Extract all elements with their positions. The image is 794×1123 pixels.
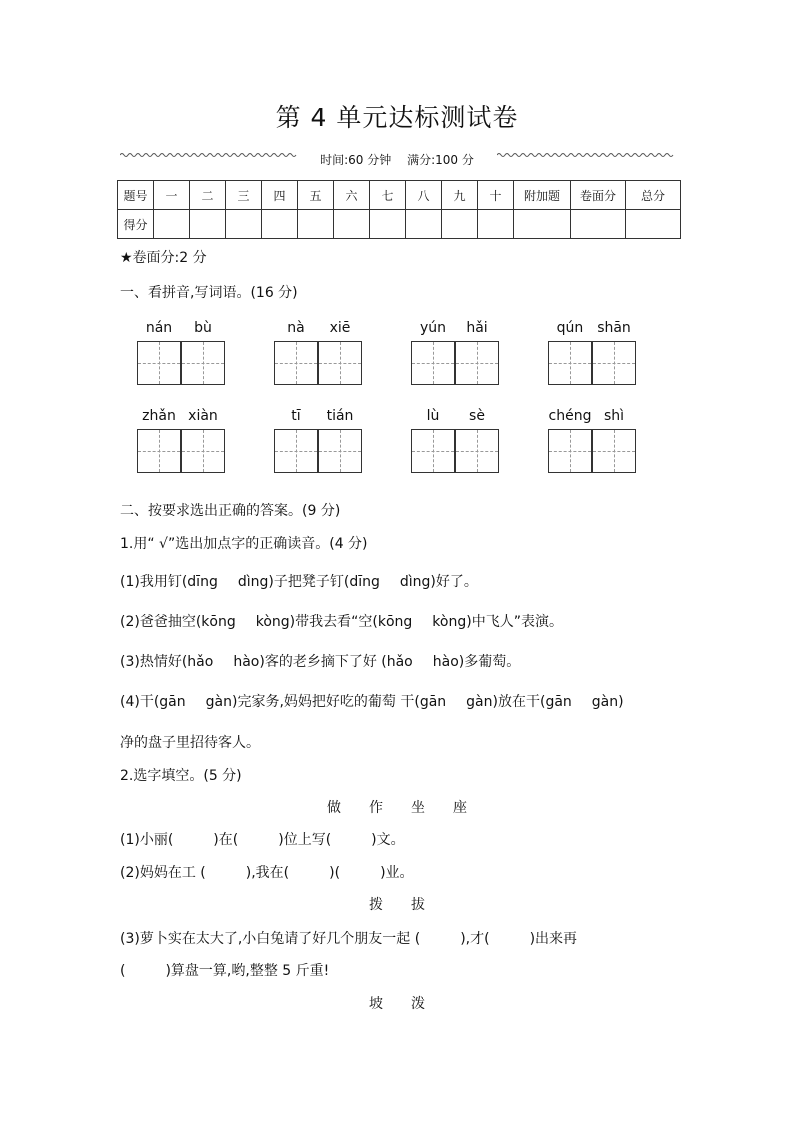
- section2-heading: 二、按要求选出正确的答案。(9 分): [120, 503, 341, 519]
- score-cell[interactable]: [262, 210, 298, 239]
- q1-text: (2)爸爸抽空(: [120, 614, 202, 630]
- tianzi-box[interactable]: [411, 429, 455, 473]
- wavy-divider-right: [497, 152, 675, 158]
- reading-option[interactable]: kòng: [432, 614, 467, 630]
- score-header-cell: 八: [406, 181, 442, 210]
- score-header-cell: 卷面分: [571, 181, 626, 210]
- q2-text: (1)小丽(: [120, 832, 174, 848]
- tianzi-box[interactable]: [455, 341, 499, 385]
- pinyin-syllable: xiē: [329, 320, 351, 336]
- choice-char: 做: [327, 800, 341, 816]
- score-cell[interactable]: [298, 210, 334, 239]
- q2-text: (3)萝卜实在太大了,小白兔请了好几个朋友一起 (: [120, 931, 421, 947]
- pinyin-syllable: tī: [291, 408, 301, 424]
- pinyin-syllable: xiàn: [188, 408, 218, 424]
- reading-option[interactable]: gàn: [591, 694, 619, 710]
- q2-text: ),才(: [460, 931, 490, 947]
- q2-text: )在(: [213, 832, 239, 848]
- score-cell[interactable]: [514, 210, 571, 239]
- pinyin-syllable: nà: [287, 320, 305, 336]
- choice-char: 坡: [369, 996, 383, 1012]
- q1-text: ): [618, 694, 624, 710]
- reading-option[interactable]: dīng: [187, 574, 218, 590]
- q1-text: )子把凳子钉(: [268, 574, 350, 590]
- score-header-cell: 总分: [626, 181, 681, 210]
- choice-char: 坐: [411, 800, 425, 816]
- tianzi-box[interactable]: [137, 341, 181, 385]
- q1-item-3: [120, 651, 520, 671]
- pinyin-syllable: bù: [194, 320, 212, 336]
- tianzi-box[interactable]: [181, 429, 225, 473]
- score-table-score-row: [118, 210, 681, 239]
- pinyin-syllable: hǎi: [466, 320, 488, 336]
- score-row-label: 得分: [118, 210, 154, 239]
- tianzi-box[interactable]: [137, 429, 181, 473]
- score-header-cell: 五: [298, 181, 334, 210]
- reading-option[interactable]: dìng: [237, 574, 269, 590]
- reading-option[interactable]: gàn: [466, 694, 493, 710]
- q2-text: )文。: [371, 832, 405, 848]
- pinyin-syllable: tián: [326, 408, 354, 424]
- reading-option[interactable]: dìng: [399, 574, 431, 590]
- score-table-header-row: [118, 181, 681, 210]
- choice-char: 拨: [369, 897, 383, 913]
- tianzi-box[interactable]: [274, 429, 318, 473]
- pinyin-syllable: shì: [603, 408, 625, 424]
- pinyin-syllable: shān: [597, 320, 631, 336]
- q1-title: 1.用“ √”选出加点字的正确读音。(4 分): [120, 536, 368, 552]
- reading-option[interactable]: hǎo: [187, 654, 214, 670]
- q1-text: )多葡萄。: [458, 654, 521, 670]
- tianzi-box[interactable]: [548, 341, 592, 385]
- score-header-cell: 一: [154, 181, 190, 210]
- pinyin-syllable: chéng: [548, 408, 592, 424]
- reading-option[interactable]: gàn: [205, 694, 232, 710]
- q1-item-2: [120, 611, 563, 631]
- pinyin-syllable: yún: [419, 320, 447, 336]
- pinyin-syllable: nán: [145, 320, 173, 336]
- char-choices-3: [0, 993, 794, 1013]
- score-cell[interactable]: [478, 210, 514, 239]
- tianzi-box[interactable]: [592, 429, 636, 473]
- q2-text: )业。: [380, 865, 414, 881]
- char-choices-1: [0, 797, 794, 817]
- q1-text: )好了。: [430, 574, 478, 590]
- time-limit: 时间:60 分钟: [320, 153, 392, 167]
- q1-text: (1)我用钉(: [120, 574, 188, 590]
- q1-text: )客的老乡摘下了好 (: [259, 654, 387, 670]
- pinyin-syllable: lù: [426, 408, 440, 424]
- score-header-cell: 三: [226, 181, 262, 210]
- reading-option[interactable]: gān: [419, 694, 447, 710]
- choice-char: 作: [369, 800, 383, 816]
- score-header-cell: 四: [262, 181, 298, 210]
- choice-char: 座: [453, 800, 467, 816]
- tianzi-box[interactable]: [411, 341, 455, 385]
- score-cell[interactable]: [626, 210, 681, 239]
- q1-text: (3)热情好(: [120, 654, 188, 670]
- reading-option[interactable]: gān: [545, 694, 572, 710]
- q2-text: )(: [329, 865, 341, 881]
- score-header-cell: 十: [478, 181, 514, 210]
- q2-text: )算盘一算,哟,整整 5 斤重!: [165, 963, 330, 979]
- neatness-score: ★卷面分:2 分: [120, 250, 207, 266]
- q1-item-4-continued: 净的盘子里招待客人。: [120, 735, 260, 751]
- score-cell[interactable]: [334, 210, 370, 239]
- tianzi-box[interactable]: [274, 341, 318, 385]
- score-cell[interactable]: [190, 210, 226, 239]
- reading-option[interactable]: hǎo: [386, 654, 413, 670]
- score-cell[interactable]: [571, 210, 626, 239]
- score-header-cell: 附加题: [514, 181, 571, 210]
- q1-text: )放在干(: [492, 694, 546, 710]
- reading-option[interactable]: gān: [159, 694, 186, 710]
- score-table: [117, 180, 681, 239]
- score-cell[interactable]: [442, 210, 478, 239]
- q2-text: (: [120, 963, 126, 979]
- reading-option[interactable]: hào: [432, 654, 459, 670]
- page-title: 第 4 单元达标测试卷: [275, 103, 519, 132]
- q2-text: )位上写(: [278, 832, 332, 848]
- tianzi-box[interactable]: [548, 429, 592, 473]
- pinyin-syllable: zhǎn: [142, 408, 176, 424]
- score-cell[interactable]: [226, 210, 262, 239]
- char-choices-2: [0, 894, 794, 914]
- reading-option[interactable]: dīng: [349, 574, 380, 590]
- score-header-cell: 七: [370, 181, 406, 210]
- choice-char: 拔: [411, 897, 425, 913]
- score-header-cell: 九: [442, 181, 478, 210]
- reading-option[interactable]: hào: [233, 654, 260, 670]
- score-header-cell: 二: [190, 181, 226, 210]
- score-cell[interactable]: [154, 210, 190, 239]
- score-cell[interactable]: [406, 210, 442, 239]
- q2-sentence-1: [120, 829, 405, 849]
- score-header-cell: 六: [334, 181, 370, 210]
- reading-option[interactable]: kōng: [377, 614, 413, 630]
- tianzi-box[interactable]: [181, 341, 225, 385]
- q1-text: )中飞人”表演。: [466, 614, 563, 630]
- tianzi-box[interactable]: [455, 429, 499, 473]
- q2-text: (2)妈妈在工 (: [120, 865, 206, 881]
- tianzi-box[interactable]: [592, 341, 636, 385]
- full-score: 满分:100 分: [407, 153, 474, 167]
- q2-text: ),我在(: [245, 865, 290, 881]
- reading-option[interactable]: kòng: [255, 614, 290, 630]
- q1-text: (4)干(: [120, 694, 160, 710]
- q1-item-1: [120, 571, 478, 591]
- pinyin-syllable: qún: [556, 320, 584, 336]
- q1-text: )完家务,妈妈把好吃的葡萄 干(: [231, 694, 420, 710]
- q2-text: )出来再: [529, 931, 578, 947]
- pinyin-syllable: sè: [469, 408, 485, 424]
- tianzi-box[interactable]: [318, 341, 362, 385]
- reading-option[interactable]: kōng: [201, 614, 236, 630]
- q2-sentence-3: [120, 928, 577, 948]
- choice-char: 泼: [411, 996, 425, 1012]
- q1-item-4: [120, 691, 624, 711]
- score-header-cell: 题号: [118, 181, 154, 210]
- q1-text: )带我去看“空(: [289, 614, 378, 630]
- q2-sentence-2: [120, 862, 414, 882]
- tianzi-box[interactable]: [318, 429, 362, 473]
- q2-sentence-3-continued: [120, 960, 329, 980]
- score-cell[interactable]: [370, 210, 406, 239]
- section1-heading: 一、看拼音,写词语。(16 分): [120, 285, 298, 301]
- q2-title: 2.选字填空。(5 分): [120, 768, 242, 784]
